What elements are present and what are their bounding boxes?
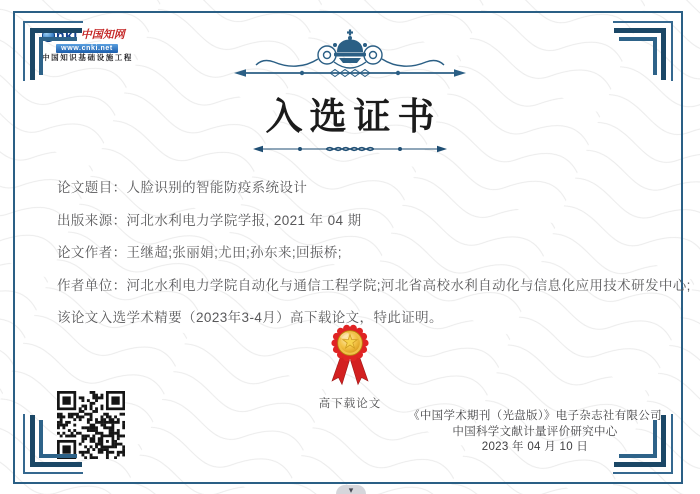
corner-ornament-top-left (13, 11, 93, 91)
cnki-logo-subtitle: 中国知识基础设施工程 (42, 53, 133, 62)
field-publication-source: 出版来源：河北水利电力学院学报, 2021 年 04 期 (57, 212, 362, 228)
crown-ornament (230, 28, 470, 80)
issuer-line-company: 《中国学术期刊（光盘版）》电子杂志社有限公司 (408, 410, 662, 422)
chevron-down-icon: ▾ (348, 485, 354, 494)
field-label: 论文作者 (57, 245, 113, 260)
field-affiliations: 作者单位：河北水利电力学院自动化与通信工程学院;河北省高校水利自动化与信息化应用技术研发中心; (57, 277, 691, 293)
cnki-logo-chinese: 中国知网 (80, 28, 125, 41)
scroll-down-tab[interactable] (336, 485, 366, 494)
cnki-logo-url: www.cnki.net (56, 44, 118, 53)
corner-ornament-bottom-right (603, 404, 683, 484)
award-medal (317, 317, 383, 411)
cnki-logo-latin: nki (56, 27, 78, 43)
certificate-body (57, 176, 691, 339)
field-label: 出版来源 (57, 212, 113, 228)
field-value: 河北水利电力学院自动化与通信工程学院;河北省高校水利自动化与信息化应用技术研发中心; (126, 277, 691, 293)
issue-date: 2023 年 04 月 10 日 (481, 441, 589, 453)
field-authors: 论文作者：王继超;张丽娟;尤田;孙东来;回振桥; (57, 245, 342, 260)
field-paper-title: 论文题目：人脸识别的智能防疫系统设计 (57, 180, 308, 195)
field-label: 论文题目 (57, 180, 113, 195)
field-label: 作者单位 (57, 277, 113, 293)
field-value: 王继超;张丽娟;尤田;孙东来;回振桥; (126, 245, 342, 260)
medal-caption: 高下载论文 (318, 398, 382, 410)
issuer-line-center: 中国科学文献计量评价研究中心 (452, 425, 618, 438)
title-divider (250, 141, 450, 157)
certificate-title: 入选证书 (265, 96, 442, 137)
corner-ornament-top-right (603, 11, 683, 91)
certification-statement: 该论文入选学术精要（2023年3-4月）高下载论文，特此证明。 (57, 310, 443, 325)
field-value: 人脸识别的智能防疫系统设计 (126, 180, 308, 195)
corner-ornament-bottom-left (13, 404, 93, 484)
medal-icon (318, 317, 382, 387)
field-value: 河北水利电力学院学报, 2021 年 04 期 (126, 212, 362, 228)
